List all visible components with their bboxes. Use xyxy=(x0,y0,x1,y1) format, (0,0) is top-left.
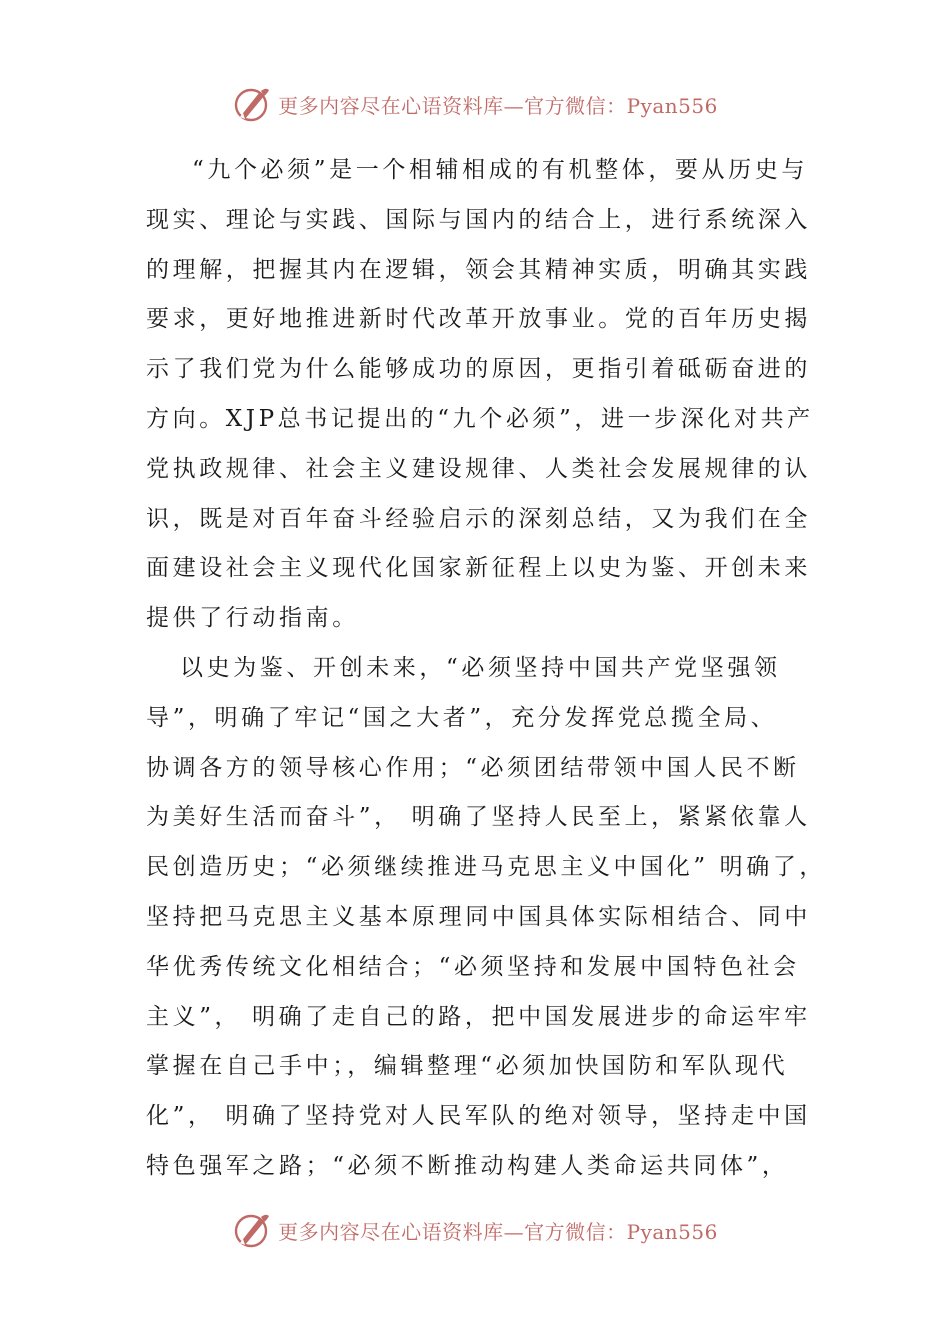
text-line: 识，既是对百年奋斗经验启示的深刻总结，又为我们在全 xyxy=(146,505,811,532)
header-banner-inner xyxy=(232,84,718,124)
document-body xyxy=(146,146,827,1192)
footer-banner-inner xyxy=(232,1210,718,1250)
text-line: 华优秀传统文化相结合；“必须坚持和发展中国特色社会 xyxy=(146,953,800,980)
text-line: 协调各方的领导核心作用；“必须团结带领中国人民不断 xyxy=(146,754,800,781)
text-line: 坚持把马克思主义基本原理同中国具体实际相结合、同中 xyxy=(146,903,811,930)
text-line: 方向。XJP总书记提出的“九个必须”，进一步深化对共产 xyxy=(146,405,814,432)
text-line: 示了我们党为什么能够成功的原因，更指引着砥砺奋进的 xyxy=(146,356,811,383)
text-line: 以史为鉴、开创未来，“必须坚持中国共产党坚强领 xyxy=(180,654,781,681)
pen-logo-icon xyxy=(232,84,272,124)
text-line: 面建设社会主义现代化国家新征程上以史为鉴、开创未来 xyxy=(146,555,811,582)
text-line: 掌握在自己手中；，编辑整理“必须加快国防和军队现代 xyxy=(146,1053,789,1080)
header-banner-text: 更多内容尽在心语资料库—官方微信：Pyan556 xyxy=(278,93,718,118)
text-line: 的理解，把握其内在逻辑，领会其精神实质，明确其实践 xyxy=(146,256,811,283)
text-line: 为美好生活而奋斗”， 明确了坚持人民至上，紧紧依靠人 xyxy=(146,804,811,831)
text-line: 主义”， 明确了走自己的路，把中国发展进步的命运牢牢 xyxy=(146,1003,811,1030)
text-line: “九个必须”是一个相辅相成的有机整体，要从历史与 xyxy=(192,157,808,183)
text-line: 提供了行动指南。 xyxy=(146,605,359,632)
text-line: 化”， 明确了坚持党对人民军队的绝对领导，坚持走中国 xyxy=(146,1103,811,1130)
text-line: 民创造历史；“必须继续推进马克思主义中国化” 明确了， xyxy=(146,854,827,881)
text-line: 党执政规律、社会主义建设规律、人类社会发展规律的认 xyxy=(146,455,811,482)
text-line: 要求，更好地推进新时代改革开放事业。党的百年历史揭 xyxy=(146,306,811,333)
footer-banner-text: 更多内容尽在心语资料库—官方微信：Pyan556 xyxy=(278,1219,718,1244)
text-line: 特色强军之路；“必须不断推动构建人类命运共同体”， xyxy=(146,1152,789,1179)
header-banner xyxy=(0,82,950,126)
pen-logo-icon xyxy=(232,1210,272,1250)
text-line: 现实、理论与实践、国际与国内的结合上，进行系统深入 xyxy=(146,206,811,233)
text-line: 导”，明确了牢记“国之大者”，充分发挥党总揽全局、 xyxy=(146,704,778,731)
footer-banner xyxy=(0,1208,950,1252)
